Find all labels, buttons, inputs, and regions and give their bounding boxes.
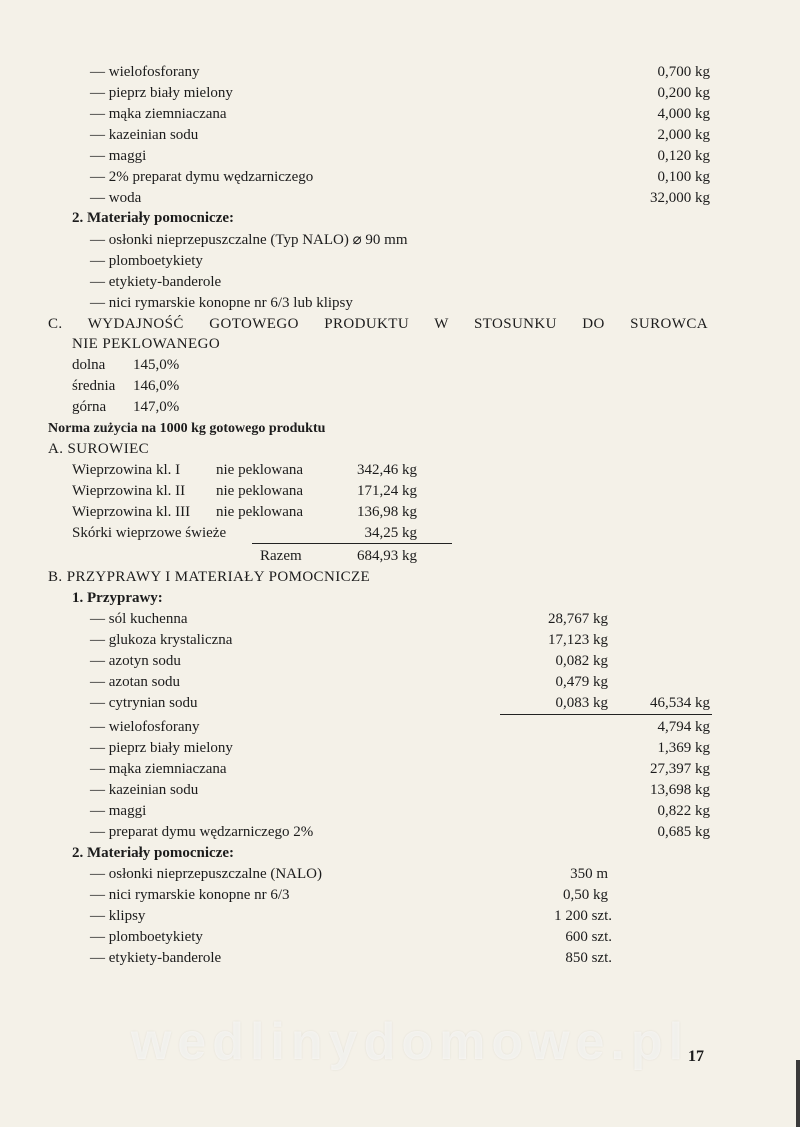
table-row bbox=[0, 460, 800, 481]
aux-label: — klipsy bbox=[90, 908, 146, 924]
total-amount: 684,93 kg bbox=[357, 548, 417, 564]
item-amount: 0,700 kg bbox=[657, 64, 710, 80]
section-heading: C. WYDAJNOŚĆ GOTOWEGO PRODUKTU W STOSUNKU DO SUROWCA bbox=[48, 316, 708, 332]
aux-label: — osłonki nieprzepuszczalne (NALO) bbox=[90, 866, 323, 882]
spice-amount: 4,794 kg bbox=[657, 719, 710, 735]
spice-row bbox=[0, 780, 800, 801]
list-item bbox=[0, 62, 800, 83]
raw-name: Skórki wieprzowe świeże bbox=[72, 525, 227, 541]
spice-row bbox=[0, 801, 800, 822]
item-amount: 2,000 kg bbox=[657, 127, 710, 143]
spice-amount: 0,082 kg bbox=[555, 653, 608, 669]
spice-label: — glukoza krystaliczna bbox=[90, 632, 233, 648]
item-amount: 0,100 kg bbox=[657, 169, 710, 185]
section-heading: 2. Materiały pomocnicze: bbox=[72, 845, 235, 861]
aux-row bbox=[0, 885, 800, 906]
section-heading: A. SUROWIEC bbox=[48, 441, 150, 457]
spice-label: — azotan sodu bbox=[90, 674, 180, 690]
item-label: — 2% preparat dymu wędzarniczego bbox=[90, 169, 314, 185]
aux-label: — nici rymarskie konopne nr 6/3 bbox=[90, 887, 290, 903]
item-label: — kazeinian sodu bbox=[90, 127, 199, 143]
list-item bbox=[0, 188, 800, 209]
yield-value: 146,0% bbox=[133, 378, 180, 394]
spice-amount: 0,822 kg bbox=[657, 803, 710, 819]
spice-amount: 1,369 kg bbox=[657, 740, 710, 756]
page-number: 17 bbox=[688, 1048, 704, 1065]
raw-name: Wieprzowina kl. I bbox=[72, 462, 181, 478]
yield-label: górna bbox=[72, 399, 107, 415]
list-item bbox=[0, 83, 800, 104]
yield-label: średnia bbox=[72, 378, 116, 394]
yield-value: 145,0% bbox=[133, 357, 180, 373]
raw-name: Wieprzowina kl. II bbox=[72, 483, 186, 499]
aux-row bbox=[0, 927, 800, 948]
sum-rule bbox=[500, 714, 712, 715]
spice-amount: 17,123 kg bbox=[548, 632, 608, 648]
spice-amount: 0,083 kg bbox=[555, 695, 608, 711]
section-heading: B. PRZYPRAWY I MATERIAŁY POMOCNICZE bbox=[48, 569, 371, 585]
watermark: wedlinydomowe.pl bbox=[130, 1013, 690, 1071]
spice-label: — kazeinian sodu bbox=[90, 782, 199, 798]
item-amount: 4,000 kg bbox=[657, 106, 710, 122]
spice-label: — sól kuchenna bbox=[90, 611, 188, 627]
spice-row bbox=[0, 717, 800, 738]
spice-label: — wielofosforany bbox=[90, 719, 200, 735]
aux-row bbox=[0, 906, 800, 927]
aux-amount: 850 szt. bbox=[565, 950, 612, 966]
raw-state: nie peklowana bbox=[216, 462, 304, 478]
spice-row bbox=[0, 759, 800, 780]
spice-row bbox=[0, 693, 800, 714]
item-label: — pieprz biały mielony bbox=[90, 85, 233, 101]
item-amount: 0,200 kg bbox=[657, 85, 710, 101]
spice-amount: 28,767 kg bbox=[548, 611, 608, 627]
raw-amount: 342,46 kg bbox=[357, 462, 417, 478]
yield-row bbox=[0, 397, 300, 418]
yield-value: 147,0% bbox=[133, 399, 180, 415]
section-heading-continued: NIE PEKLOWANEGO bbox=[72, 336, 221, 352]
list-item: — nici rymarskie konopne nr 6/3 lub klipsy bbox=[90, 295, 353, 311]
spice-row bbox=[0, 672, 800, 693]
aux-row bbox=[0, 864, 800, 885]
raw-amount: 34,25 kg bbox=[364, 525, 417, 541]
list-item bbox=[0, 125, 800, 146]
aux-amount: 600 szt. bbox=[565, 929, 612, 945]
spice-row bbox=[0, 822, 800, 843]
sum-rule bbox=[252, 543, 452, 544]
spice-row bbox=[0, 738, 800, 759]
spice-row bbox=[0, 609, 800, 630]
yield-row bbox=[0, 355, 300, 376]
list-item: — etykiety-banderole bbox=[90, 274, 222, 290]
sub-heading: 1. Przyprawy: bbox=[72, 590, 163, 606]
aux-row bbox=[0, 948, 800, 969]
aux-label: — plomboetykiety bbox=[90, 929, 203, 945]
total-label: Razem bbox=[260, 548, 302, 564]
group-total: 46,534 kg bbox=[650, 695, 710, 711]
raw-state: nie peklowana bbox=[216, 483, 304, 499]
spice-label: — preparat dymu wędzarniczego 2% bbox=[90, 824, 314, 840]
item-label: — wielofosforany bbox=[90, 64, 200, 80]
list-item: — osłonki nieprzepuszczalne (Typ NALO) ⌀ 90 mm bbox=[90, 232, 408, 248]
list-item bbox=[0, 167, 800, 188]
aux-label: — etykiety-banderole bbox=[90, 950, 222, 966]
table-row bbox=[0, 523, 800, 544]
table-row bbox=[0, 502, 800, 523]
norm-title: Norma zużycia na 1000 kg gotowego produktu bbox=[48, 421, 326, 436]
spice-amount: 13,698 kg bbox=[650, 782, 710, 798]
item-label: — maggi bbox=[90, 148, 147, 164]
spice-amount: 0,479 kg bbox=[555, 674, 608, 690]
list-item bbox=[0, 104, 800, 125]
raw-name: Wieprzowina kl. III bbox=[72, 504, 191, 520]
yield-label: dolna bbox=[72, 357, 106, 373]
item-label: — mąka ziemniaczana bbox=[90, 106, 227, 122]
section-heading: 2. Materiały pomocnicze: bbox=[72, 210, 235, 226]
spice-label: — maggi bbox=[90, 803, 147, 819]
spice-amount: 0,685 kg bbox=[657, 824, 710, 840]
raw-amount: 136,98 kg bbox=[357, 504, 417, 520]
spice-label: — azotyn sodu bbox=[90, 653, 181, 669]
spice-row bbox=[0, 651, 800, 672]
table-row bbox=[0, 481, 800, 502]
total-row bbox=[0, 546, 800, 567]
scan-edge bbox=[796, 1060, 800, 1127]
spice-label: — mąka ziemniaczana bbox=[90, 761, 227, 777]
raw-amount: 171,24 kg bbox=[357, 483, 417, 499]
spice-label: — pieprz biały mielony bbox=[90, 740, 233, 756]
list-item bbox=[0, 146, 800, 167]
aux-amount: 0,50 kg bbox=[563, 887, 608, 903]
spice-amount: 27,397 kg bbox=[650, 761, 710, 777]
spice-row bbox=[0, 630, 800, 651]
list-item: — plomboetykiety bbox=[90, 253, 203, 269]
item-label: — woda bbox=[90, 190, 142, 206]
raw-state: nie peklowana bbox=[216, 504, 304, 520]
aux-amount: 1 200 szt. bbox=[554, 908, 612, 924]
aux-amount: 350 m bbox=[570, 866, 608, 882]
item-amount: 0,120 kg bbox=[657, 148, 710, 164]
yield-row bbox=[0, 376, 300, 397]
item-amount: 32,000 kg bbox=[650, 190, 710, 206]
spice-label: — cytrynian sodu bbox=[90, 695, 198, 711]
